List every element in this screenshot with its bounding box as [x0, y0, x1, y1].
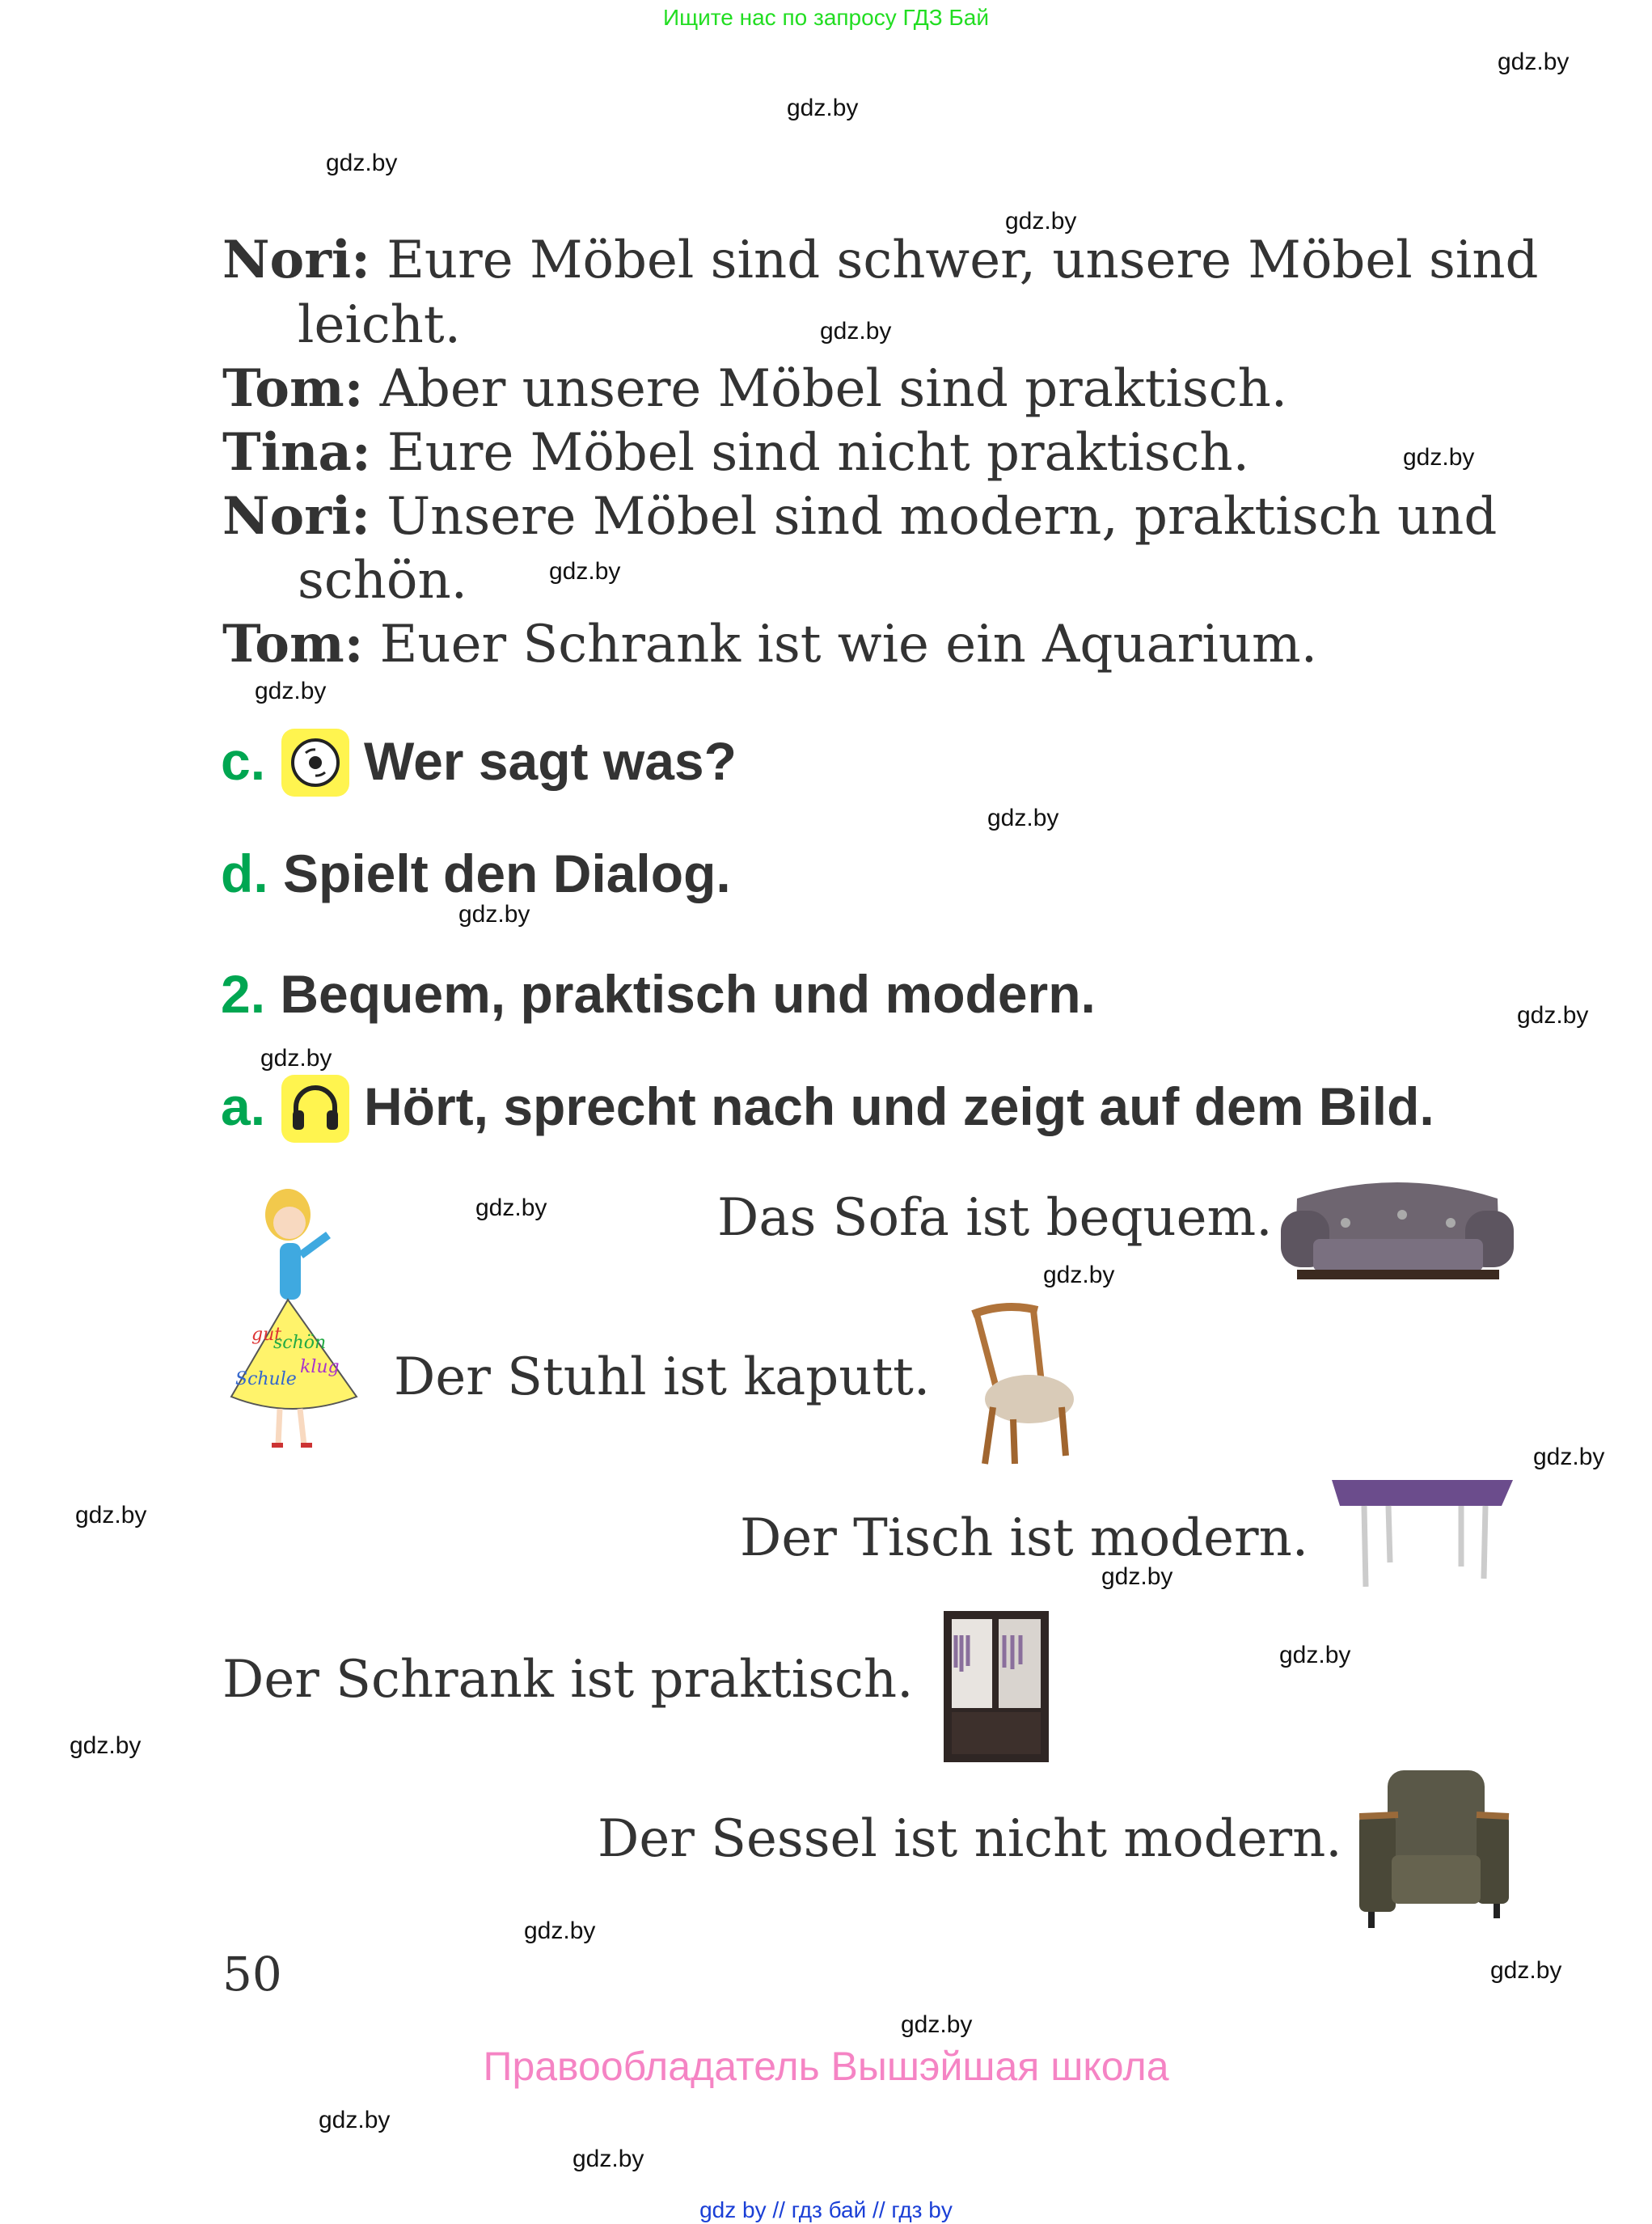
watermark: gdz.by	[1043, 1262, 1115, 1288]
sentence-sofa: Das Sofa ist bequem.	[717, 1188, 1273, 1248]
top-banner: Ищите нас по запросу ГДЗ Бай	[662, 5, 990, 30]
armchair-image	[1359, 1766, 1510, 1934]
footer-link-gdz-by-cyr[interactable]: гдз by	[891, 2197, 953, 2222]
watermark: gdz.by	[326, 150, 398, 176]
watermark: gdz.by	[820, 318, 892, 345]
sentence-schrank: Der Schrank ist praktisch.	[222, 1650, 914, 1710]
dialogue-line-cont: schön.	[298, 551, 467, 611]
watermark: gdz.by	[75, 1502, 147, 1528]
skirt-word: klug	[300, 1357, 340, 1377]
line-text: Eure Möbel sind schwer, unsere Möbel sind	[387, 230, 1539, 290]
watermark: gdz.by	[901, 2011, 973, 2038]
dialogue-line	[222, 230, 1539, 290]
headphones-icon[interactable]	[281, 1075, 349, 1143]
watermark: gdz.by	[255, 678, 327, 704]
table-image	[1332, 1474, 1513, 1596]
task-d-letter: d.	[221, 844, 268, 903]
task-c-text: Wer sagt was?	[364, 731, 737, 791]
exercise-2-title	[221, 964, 1096, 1024]
speaker: Nori:	[222, 486, 370, 547]
watermark: gdz.by	[1005, 208, 1077, 235]
dialogue-line-cont: leicht.	[298, 295, 461, 355]
dialogue-line	[222, 422, 1249, 483]
speaker: Tina:	[222, 422, 371, 483]
watermark: gdz.by	[1403, 444, 1475, 471]
task-a-text: Hört, sprecht nach und zeigt auf dem Bild.	[364, 1076, 1434, 1136]
watermark: gdz.by	[1279, 1642, 1351, 1668]
watermark: gdz.by	[549, 558, 621, 585]
cd-icon[interactable]	[281, 729, 349, 797]
exercise-title-text: Bequem, praktisch und modern.	[280, 964, 1096, 1024]
task-a-letter: a.	[221, 1076, 266, 1136]
footer-link-gdz-bai[interactable]: гдз бай	[791, 2197, 867, 2222]
watermark: gdz.by	[475, 1194, 547, 1221]
line-text: Eure Möbel sind nicht praktisch.	[387, 423, 1249, 483]
watermark: gdz.by	[1517, 1002, 1589, 1029]
watermark: gdz.by	[1490, 1957, 1562, 1984]
chair-image	[965, 1302, 1075, 1473]
dialogue-line	[222, 614, 1318, 674]
watermark: gdz.by	[260, 1045, 332, 1072]
watermark: gdz.by	[458, 901, 530, 928]
watermark: gdz.by	[572, 2146, 644, 2172]
page-number: 50	[222, 1947, 282, 2002]
line-text: Aber unsere Möbel sind praktisch.	[379, 359, 1288, 419]
footer-link-gdz-by[interactable]: gdz by	[699, 2197, 767, 2222]
speaker: Tom:	[222, 358, 364, 419]
dialogue-line	[222, 486, 1498, 547]
sentence-sessel: Der Sessel ist nicht modern.	[598, 1809, 1342, 1869]
skirt-word: Schule	[235, 1369, 297, 1389]
watermark: gdz.by	[787, 95, 859, 121]
task-d	[221, 844, 731, 903]
sentence-tisch: Der Tisch ist modern.	[740, 1508, 1309, 1568]
skirt-word: gut	[251, 1325, 282, 1345]
sofa-image	[1281, 1174, 1514, 1293]
speaker: Nori:	[222, 230, 370, 290]
footer-separator: //	[872, 2197, 885, 2222]
watermark: gdz.by	[1498, 49, 1570, 75]
watermark: gdz.by	[319, 2107, 391, 2133]
footer-links	[0, 2197, 1652, 2223]
watermark: gdz.by	[1101, 1563, 1173, 1590]
skirt-word: schön	[273, 1333, 327, 1353]
watermark: gdz.by	[1533, 1444, 1605, 1470]
exercise-number: 2.	[221, 964, 266, 1024]
dialogue-line	[222, 358, 1288, 419]
task-c-letter: c.	[221, 731, 266, 791]
speaker: Tom:	[222, 614, 364, 674]
girl-illustration	[223, 1178, 365, 1453]
sentence-stuhl: Der Stuhl ist kaputt.	[394, 1347, 931, 1407]
task-d-text: Spielt den Dialog.	[283, 844, 731, 903]
line-text: Euer Schrank ist wie ein Aquarium.	[379, 615, 1318, 674]
watermark: gdz.by	[70, 1732, 142, 1759]
line-text: Unsere Möbel sind modern, praktisch und	[387, 487, 1498, 547]
watermark: gdz.by	[987, 805, 1059, 831]
wardrobe-image	[944, 1611, 1049, 1766]
footer-separator: //	[772, 2197, 785, 2222]
copyright-notice: Правообладатель Вышэйшая школа	[483, 2044, 1169, 2089]
watermark: gdz.by	[524, 1917, 596, 1944]
